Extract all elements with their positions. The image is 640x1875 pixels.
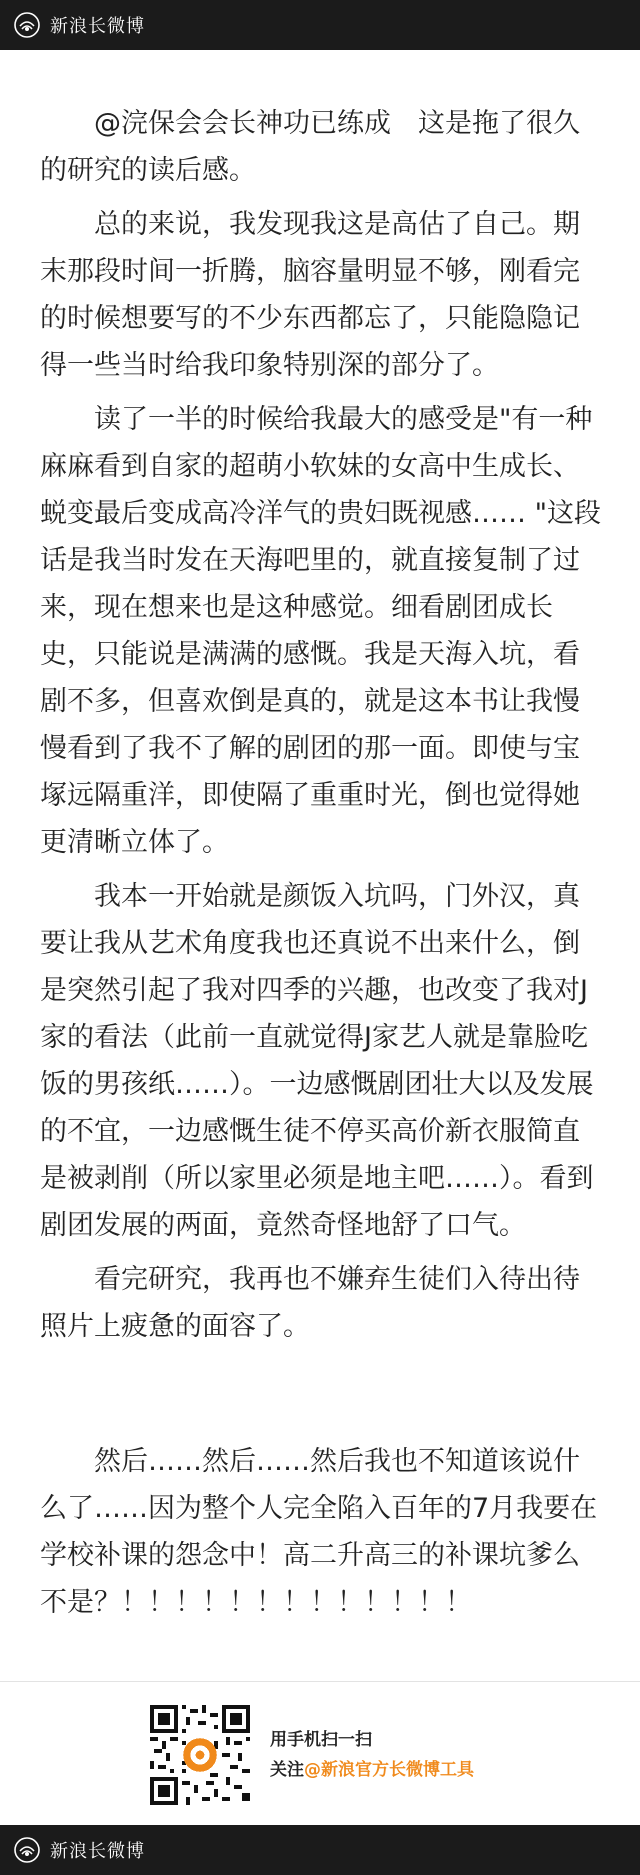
share-footer bbox=[150, 1703, 550, 1807]
footer-text-block bbox=[270, 1725, 474, 1785]
sina-weibo-eye-icon bbox=[14, 12, 40, 38]
follow-line bbox=[270, 1755, 474, 1785]
top-brand-bar bbox=[0, 0, 640, 50]
article-body bbox=[40, 100, 602, 1633]
follow-account-link[interactable]: @新浪官方长微博工具 bbox=[304, 1760, 474, 1780]
sina-weibo-eye-icon bbox=[14, 1837, 40, 1863]
article-paragraph: 读了一半的时候给我最大的感受是"有一种麻麻看到自家的超萌小软妹的女高中生成长、蜕变最后变成高冷洋气的贵妇既视感…… "这段话是我当时发在天海吧里的，就直接复制了过来，现在想来也是这种感觉。细看剧团成长史，只能说是满满的感慨。我是天海入坑，看剧不多，但喜欢倒是真的，就是这本书让我慢慢看到了我不了解的剧团的那一面。即使与宝塚远隔重洋，即使隔了重重时光，倒也觉得她更清晰立体了。 bbox=[40, 404, 602, 858]
article-paragraph: 我本一开始就是颜饭入坑吗，门外汉，真要让我从艺术角度我也还真说不出来什么，倒是突然引起了我对四季的兴趣，也改变了我对J家的看法（此前一直就觉得J家艺人就是靠脸吃饭的男孩纸……）。一边感慨剧团壮大以及发展的不宜，一边感慨生徒不停买高价新衣服简直是被剥削（所以家里必须是地主吧……）。看到剧团发展的两面，竟然奇怪地舒了口气。 bbox=[40, 881, 594, 1241]
bottom-brand-bar bbox=[0, 1825, 640, 1875]
brand-name: 新浪长微博 bbox=[50, 1841, 145, 1862]
scan-instruction: 用手机扫一扫 bbox=[270, 1730, 372, 1750]
article-paragraph: 然后……然后……然后我也不知道该说什么了……因为整个人完全陷入百年的7月我要在学校补课的怨念中！高二升高三的补课坑爹么不是？！！！！！！！！！！！！！ bbox=[40, 1446, 598, 1618]
article-paragraph: 看完研究，我再也不嫌弃生徒们入待出待照片上疲惫的面容了。 bbox=[40, 1264, 580, 1342]
brand-name: 新浪长微博 bbox=[50, 16, 145, 37]
footer-divider bbox=[0, 1681, 640, 1682]
follow-prefix: 关注 bbox=[270, 1760, 304, 1780]
qr-code-icon[interactable] bbox=[150, 1705, 250, 1805]
article-paragraph: 总的来说，我发现我这是高估了自己。期末那段时间一折腾，脑容量明显不够，刚看完的时候想要写的不少东西都忘了，只能隐隐记得一些当时给我印象特别深的部分了。 bbox=[40, 209, 580, 381]
article-paragraph: @浣保会会长神功已练成 这是拖了很久的研究的读后感。 bbox=[40, 108, 580, 186]
